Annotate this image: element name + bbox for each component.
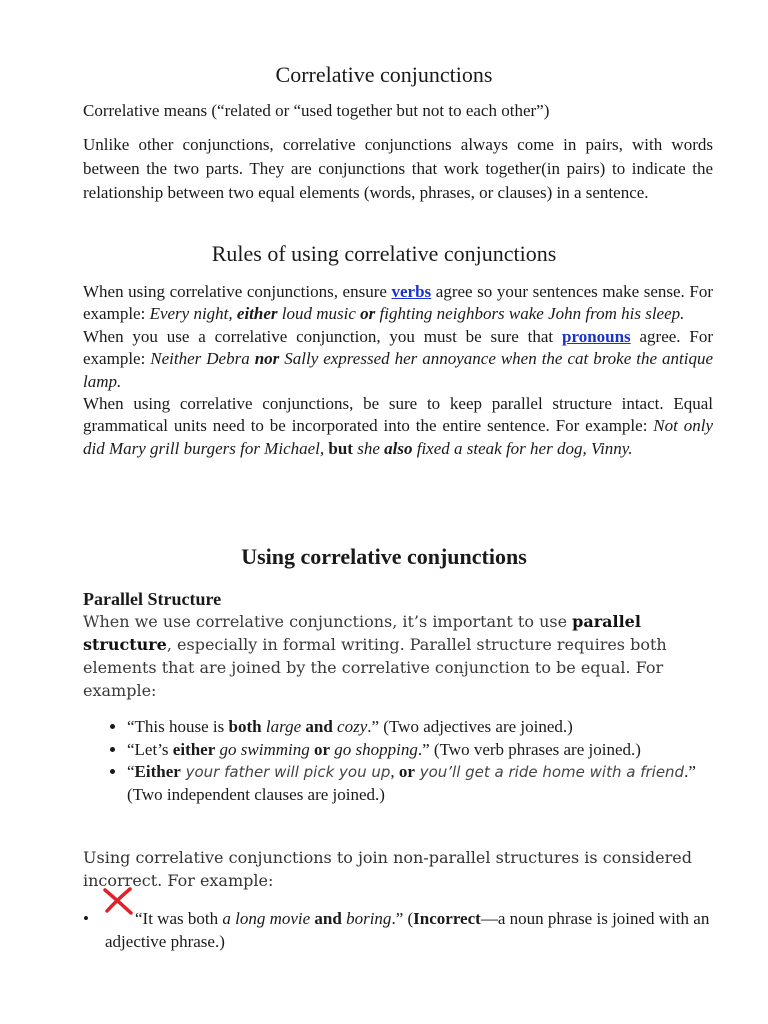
incorrect-example-text: “It was both a long movie and boring.” (Incorrect—a noun phrase is joined with an adjective phrase.) xyxy=(105,909,710,951)
rules-heading: Rules of using correlative conjunctions xyxy=(211,241,557,266)
pronouns-link[interactable]: pronouns xyxy=(562,326,631,346)
incorrect-example xyxy=(83,907,713,953)
rule-verbs: When using correlative conjunctions, ensure verbs agree so your sentences make sense. For example: Every night, either loud music or fighting neighbors wake John from his sleep. xyxy=(83,282,713,324)
list-item: • “Either your father will pick you up, or you’ll get a ride home with a friend.” (Two independent clauses are joined.) xyxy=(127,761,713,806)
rule-pronouns: When you use a correlative conjunction, you must be sure that pronouns agree. For example: Neither Debra nor Sally expressed her annoyance when the cat broke the antique lamp. xyxy=(83,326,714,391)
bullet-icon: • xyxy=(83,909,89,928)
rule-parallel: When using correlative conjunctions, be sure to keep parallel structure intact. Equal grammatical units need to be incorporated into the entire sentence. For example: Not only did Mary grill burgers for Michael, but she also fixed a steak for her dog, Vinny. xyxy=(83,394,713,458)
parallel-examples-list xyxy=(83,716,713,806)
parallel-structure-heading: Parallel Structure xyxy=(83,589,222,609)
list-item: • “This house is both large and cozy.” (Two adjectives are joined.) xyxy=(127,716,713,739)
using-heading: Using correlative conjunctions xyxy=(241,544,527,569)
verbs-link[interactable]: verbs xyxy=(391,282,432,301)
nonparallel-paragraph: Using correlative conjunctions to join non-parallel structures is considered incorrect. For example: xyxy=(83,848,692,890)
parallel-structure-paragraph: When we use correlative conjunctions, it’s important to use parallel structure, especially in formal writing. Parallel structure requires both elements that are joined by the correlative conjunction to be equal. For example: xyxy=(83,612,667,700)
page-title: Correlative conjunctions xyxy=(275,62,493,87)
list-item: • “Let’s either go swimming or go shopping.” (Two verb phrases are joined.) xyxy=(127,739,713,762)
means-line: Correlative means (“related or “used together but not to each other”) xyxy=(83,101,550,120)
rules-section xyxy=(83,281,713,460)
intro-paragraph: Unlike other conjunctions, correlative conjunctions always come in pairs, with words between the two parts. They are conjunctions that work together(in pairs) to indicate the relationship between two equal elements (words, phrases, or clauses) in a sentence. xyxy=(83,135,713,202)
